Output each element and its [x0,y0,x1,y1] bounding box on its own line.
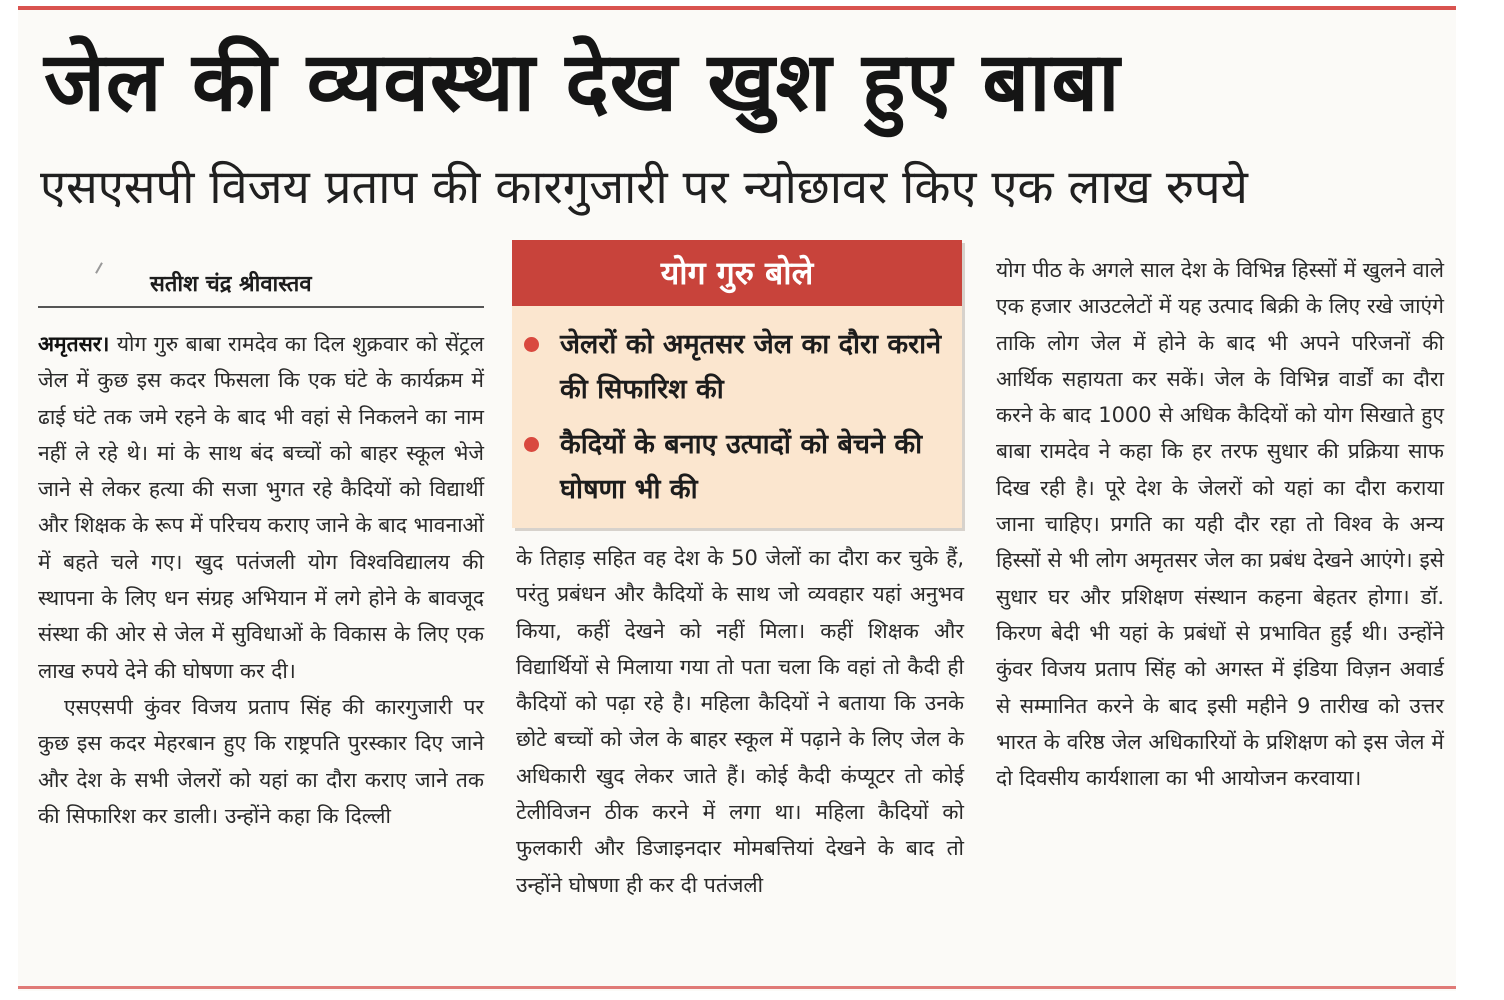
byline: सतीश चंद्र श्रीवास्तव [150,272,312,297]
article-column-1 [38,326,484,834]
headline: जेल की व्यवस्था देख खुश हुए बाबा [44,35,1121,130]
bullet-icon [524,437,539,452]
article-paragraph: के तिहाड़ सहित वह देश के 50 जेलों का दौरा कर चुके हैं, परंतु प्रबंधन और कैदियों के साथ जो व्यवहार यहां अनुभव किया, कहीं देखने को नहीं मिला। कहीं शिक्षक और विद्यार्थियों से मिलाया गया तो पता चला कि वहां तो कैदी ही कैदियों को पढ़ा रहे है। महिला कैदियों ने बताया कि उनके छोटे बच्चों को जेल के बाहर स्कूल में पढ़ाने के लिए जेल के अधिकारी खुद लेकर जाते हैं। कोई कैदी कंप्यूटर तो कोई टेलीविजन ठीक करने में लगा था। महिला कैदियों को फुलकारी और डिजाइनदार मोमबत्तियां देखने के बाद तो उन्होंने घोषणा ही कर दी पतंजली [516,546,964,897]
article-column-2 [516,540,964,903]
sidebar-point-text: कैदियों के बनाए उत्पादों को बेचने की घोषणा भी की [560,429,923,505]
article-paragraph: योग पीठ के अगले साल देश के विभिन्न हिस्सों में खुलने वाले एक हजार आउटलेटों में यह उत्पाद बिक्री के लिए रखे जाएंगे ताकि लोग जेल में होने के बाद भी अपने परिजनों की आर्थिक सहायता कर सकें। जेल के विभिन्न वार्डों का दौरा करने के बाद 1000 से अधिक कैदियों को योग सिखाते हुए बाबा रामदेव ने कहा कि हर तरफ सुधार की प्रक्रिया साफ दिख रही है। पूरे देश के जेलरों को यहां का दौरा कराया जाना चाहिए। प्रगति का यही दौर रहा तो विश्व के अन्य हिस्सों से भी लोग अमृतसर जेल का प्रबंध देखने आएंगे। इसे सुधार घर और प्रशिक्षण संस्थान कहना बेहतर होगा। डॉ. किरण बेदी भी यहां के प्रबंधों से प्रभावित हुईं थी। उन्होंने कुंवर विजय प्रताप सिंह को अगस्त में इंडिया विज़न अवार्ड से सम्मानित करने के बाद इसी महीने 9 तारीख को उत्तर भारत के वरिष्ठ जेल अधिकारियों के प्रशिक्षण को इस जेल में दो दिवसीय कार्यशाला का भी आयोजन करवाया। [996,258,1444,791]
article-column-3 [996,252,1444,796]
sidebar-list [512,322,962,522]
sidebar-point [512,322,962,412]
sidebar-point [512,422,962,512]
bullet-icon [524,337,539,352]
paragraph-text: योग गुरु बाबा रामदेव का दिल शुक्रवार को सेंट्रल जेल में कुछ इस कदर फिसला कि एक घंटे के कार्यक्रम में ढाई घंटे तक जमे रहने के बाद भी वहां से निकलने का नाम नहीं ले रहे थे। मां के साथ बंद बच्चों को बाहर स्कूल भेजे जाने से लेकर हत्या की सजा भुगत रहे कैदियों को विद्यार्थी और शिक्षक के रूप में परिचय कराए जाने के बाद भावनाओं में बहते चले गए। खुद पतंजली योग विश्वविद्यालय की स्थापना के लिए धन संग्रह अभियान में लगे होने के बावजूद संस्था की ओर से जेल में सुविधाओं के विकास के लिए एक लाख रुपये देने की घोषणा कर दी। [38,332,484,683]
sidebar-box [512,240,962,528]
subheadline: एसएसपी विजय प्रताप की कारगुजारी पर न्योछावर किए एक लाख रुपये [40,160,1248,215]
bottom-border [18,986,1456,989]
sidebar-title: योग गुरु बोले [512,240,962,306]
article-paragraph [38,326,484,689]
byline-divider [38,306,484,308]
sidebar-point-text: जेलरों को अमृतसर जेल का दौरा कराने की सिफारिश की [560,329,942,405]
article-paragraph: एसएसपी कुंवर विजय प्रताप सिंह की कारगुजारी पर कुछ इस कदर मेहरबान हुए कि राष्ट्रपति पुरस्कार दिए जाने और देश के सभी जेलरों को यहां का दौरा कराए जाने तक की सिफारिश कर डाली। उन्होंने कहा कि दिल्ली [38,694,484,828]
dateline: अमृतसर। [38,332,110,356]
